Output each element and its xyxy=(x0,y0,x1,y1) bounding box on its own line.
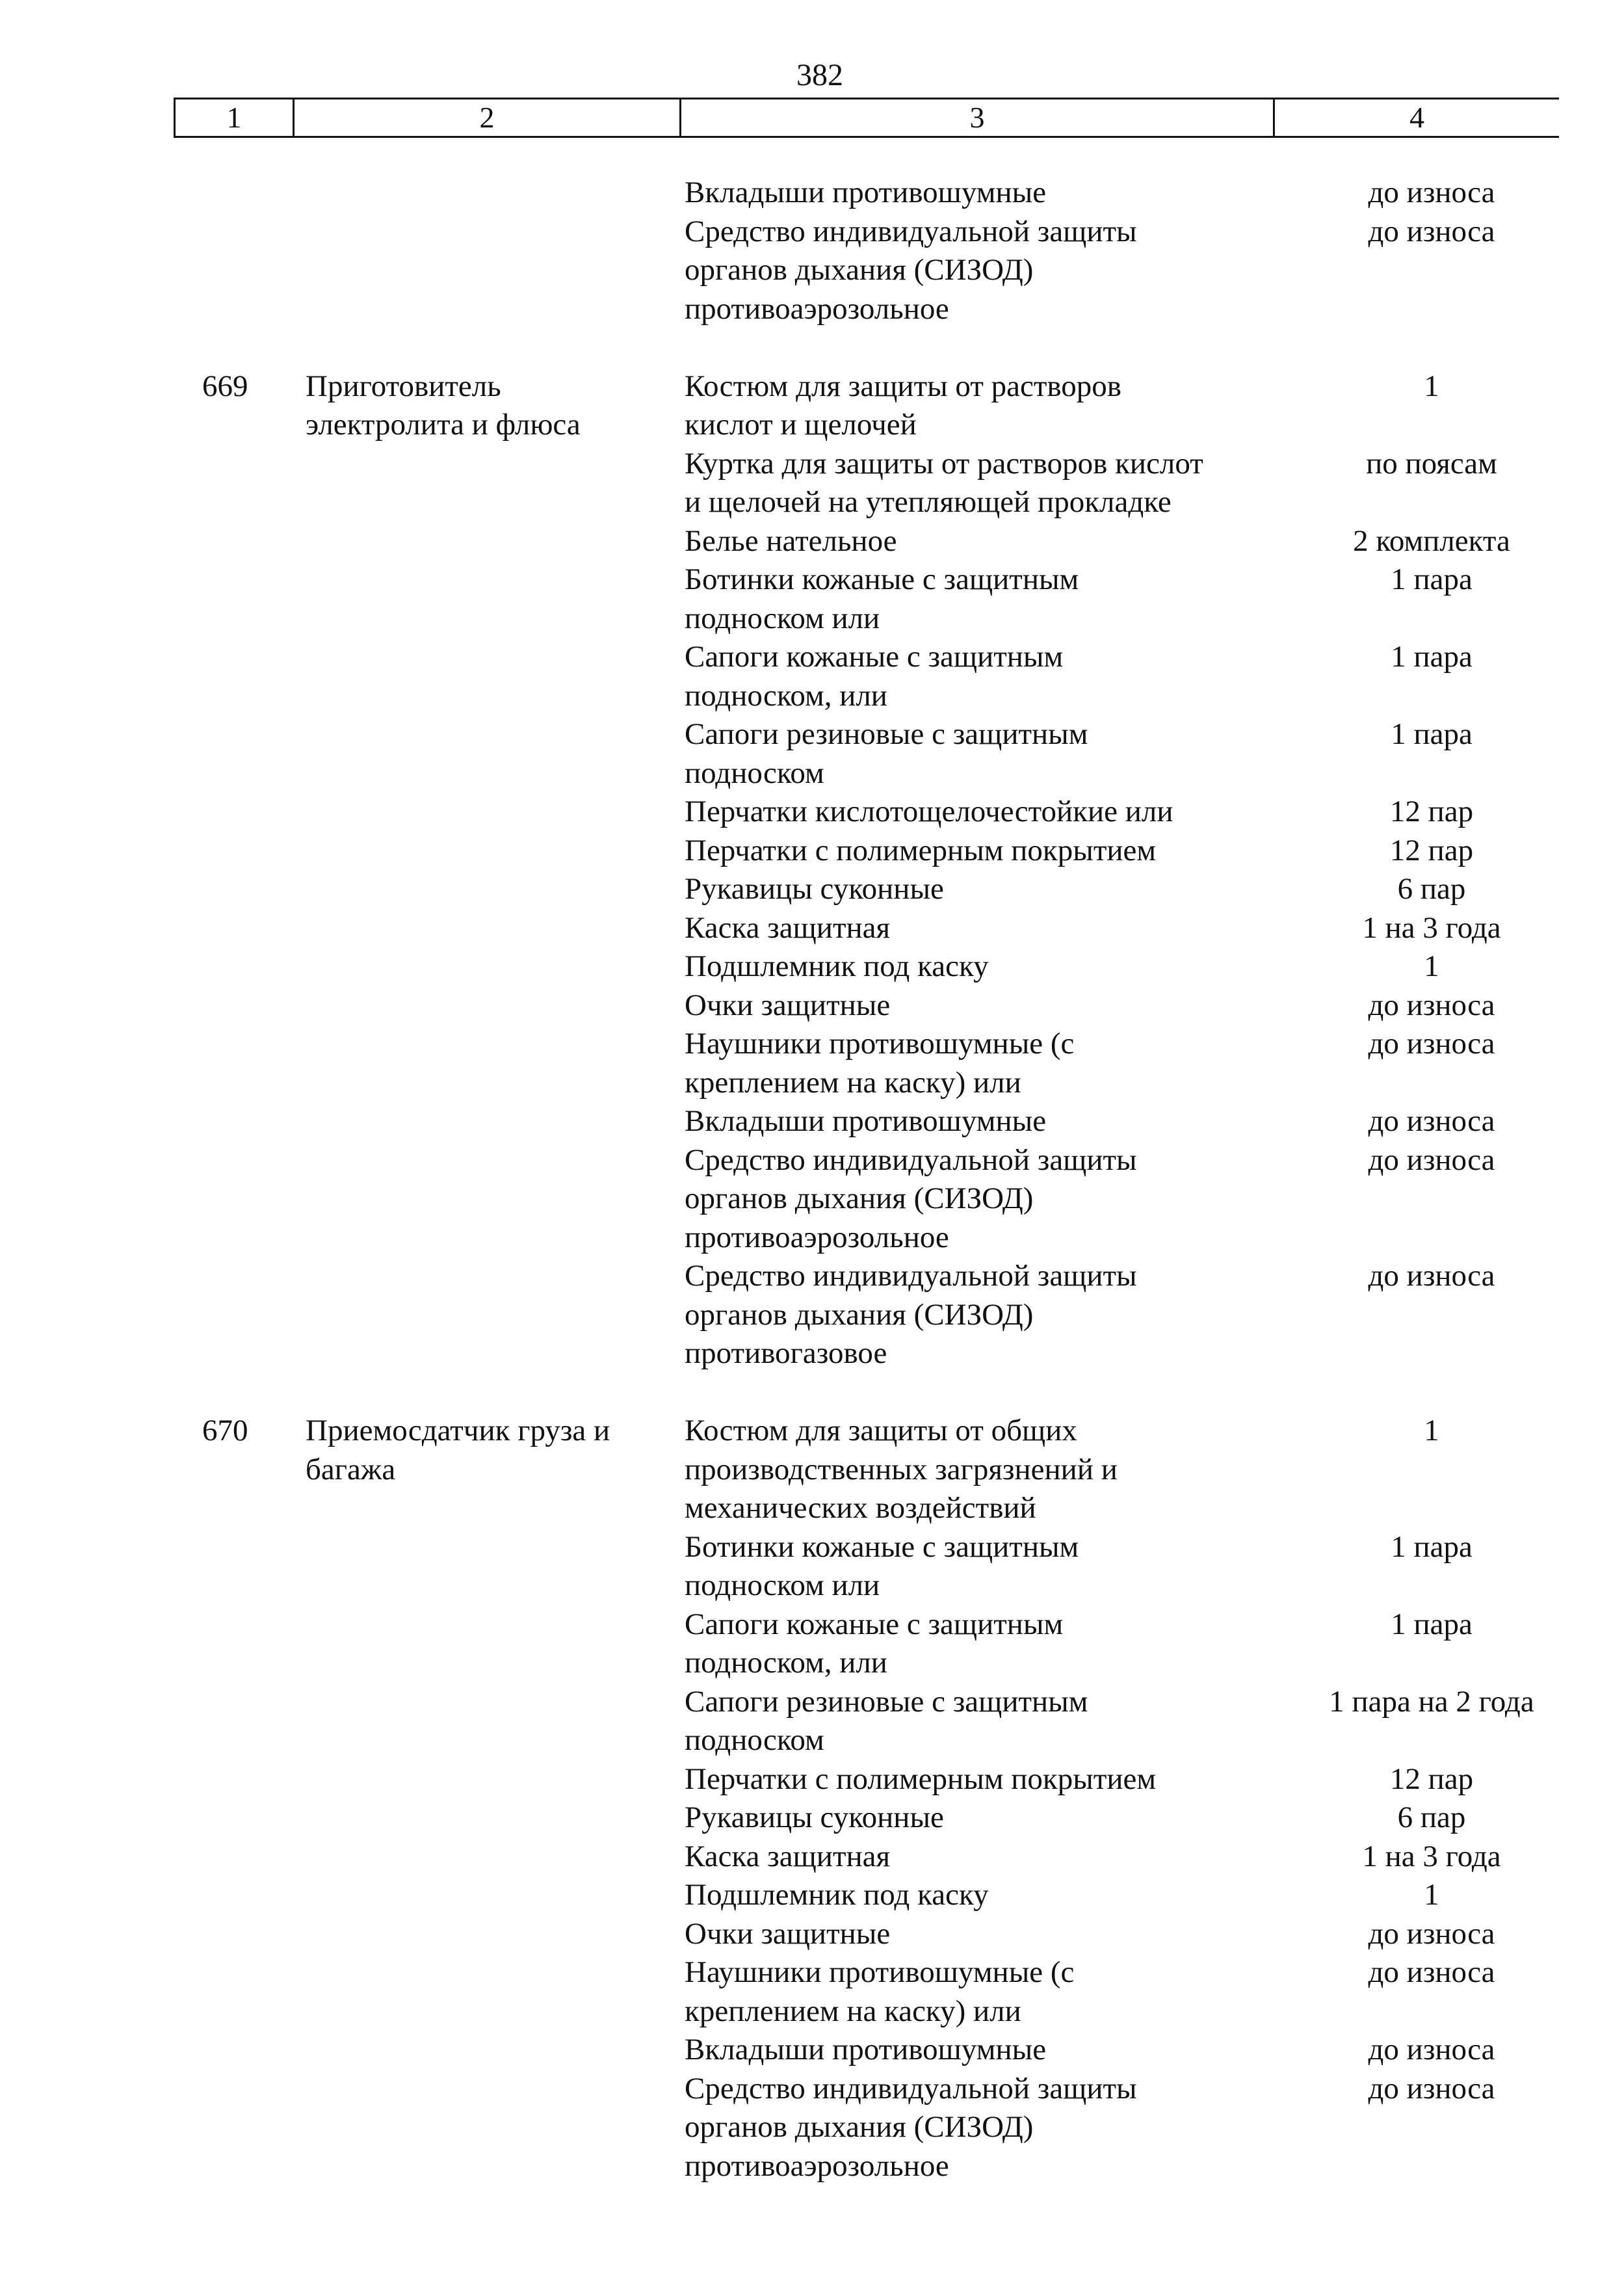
ppe-norm: до износа xyxy=(1368,1027,1495,1061)
profession-name-line: электролита и флюса xyxy=(306,408,581,442)
profession-number xyxy=(174,638,293,715)
table-row xyxy=(174,1953,1559,2031)
ppe-norm: 1 пара xyxy=(1391,562,1473,596)
table-row xyxy=(174,715,1559,793)
profession-number xyxy=(174,793,293,832)
profession-number xyxy=(174,445,293,522)
ppe-item-line: подноском, или xyxy=(685,678,887,713)
profession-number xyxy=(174,1760,293,1799)
ppe-item-line: и щелочей на утепляющей прокладке xyxy=(685,485,1172,519)
ppe-item xyxy=(685,174,1305,213)
table-row xyxy=(174,2070,1559,2186)
profession-number xyxy=(174,1876,293,1915)
profession-name xyxy=(293,1953,685,2031)
profession-name xyxy=(293,367,685,445)
ppe-item-line: противоаэрозольное xyxy=(685,2148,949,2183)
profession-name xyxy=(293,1025,685,1102)
table-row xyxy=(174,638,1559,715)
table-row xyxy=(174,1528,1559,1605)
ppe-item xyxy=(685,1915,1305,1954)
table-row xyxy=(174,2031,1559,2070)
profession-name xyxy=(293,213,685,329)
table-row xyxy=(174,1915,1559,1954)
profession-number xyxy=(174,1257,293,1373)
ppe-item-line: Вкладыши противошумные xyxy=(685,1104,1047,1138)
ppe-item xyxy=(685,1412,1305,1528)
ppe-item-line: Перчатки с полимерным покрытием xyxy=(685,1762,1157,1796)
header-col-2: 2 xyxy=(293,99,679,136)
profession-number xyxy=(174,522,293,561)
ppe-item-line: Каска защитная xyxy=(685,1839,891,1873)
profession-number xyxy=(174,715,293,793)
ppe-item-line: противоаэрозольное xyxy=(685,1220,949,1254)
ppe-item xyxy=(685,522,1305,561)
table-row xyxy=(174,367,1559,445)
table-body xyxy=(174,174,1559,2185)
ppe-item xyxy=(685,1605,1305,1683)
profession-name xyxy=(293,1799,685,1838)
profession-number xyxy=(174,1528,293,1605)
ppe-item-line: Средство индивидуальной защиты xyxy=(685,1142,1137,1177)
profession-name xyxy=(293,522,685,561)
table-row xyxy=(174,1141,1559,1258)
ppe-norm: до износа xyxy=(1368,2033,1495,2066)
ppe-item-line: Наушники противошумные (с xyxy=(685,1027,1075,1061)
profession-name-line: Приготовитель xyxy=(306,369,501,403)
ppe-item xyxy=(685,2070,1305,2186)
profession-group xyxy=(174,367,1559,1373)
ppe-item xyxy=(685,909,1305,948)
profession-name xyxy=(293,1141,685,1258)
ppe-item-line: подноском xyxy=(685,756,824,790)
profession-number xyxy=(174,986,293,1025)
ppe-item xyxy=(685,1141,1305,1258)
profession-name xyxy=(293,561,685,638)
ppe-norm: до износа xyxy=(1368,214,1495,248)
ppe-norm: 6 пар xyxy=(1397,872,1466,906)
profession-number xyxy=(174,1025,293,1102)
ppe-item-line: креплением на каску) или xyxy=(685,1994,1021,2028)
ppe-item-line: противогазовое xyxy=(685,1336,887,1370)
ppe-item-line: Подшлемник под каску xyxy=(685,1878,989,1912)
profession-name xyxy=(293,793,685,832)
ppe-norm: 1 пара xyxy=(1391,640,1473,674)
ppe-item xyxy=(685,1025,1305,1102)
header-col-3: 3 xyxy=(679,99,1273,136)
ppe-norm: до износа xyxy=(1368,1142,1495,1177)
profession-name xyxy=(293,1683,685,1760)
ppe-item-line: кислот и щелочей xyxy=(685,408,917,442)
ppe-norm: до износа xyxy=(1368,176,1495,209)
profession-number xyxy=(174,1102,293,1141)
ppe-item-line: Костюм для защиты от растворов xyxy=(685,369,1121,403)
profession-name xyxy=(293,986,685,1025)
ppe-norm: до износа xyxy=(1368,1259,1495,1293)
ppe-item xyxy=(685,986,1305,1025)
profession-number xyxy=(174,832,293,871)
profession-name xyxy=(293,715,685,793)
ppe-item-line: подноском xyxy=(685,1723,824,1757)
ppe-item xyxy=(685,1953,1305,2031)
table-row xyxy=(174,1876,1559,1915)
table-row xyxy=(174,174,1559,213)
ppe-norm: 1 xyxy=(1424,1414,1439,1447)
profession-name xyxy=(293,1102,685,1141)
profession-number xyxy=(174,1799,293,1838)
profession-name xyxy=(293,638,685,715)
table-row xyxy=(174,1412,1559,1528)
profession-number xyxy=(174,909,293,948)
profession-number: 669 xyxy=(202,369,248,403)
profession-number xyxy=(174,870,293,909)
ppe-item-line: подноском, или xyxy=(685,1646,887,1680)
profession-number: 670 xyxy=(202,1414,248,1447)
ppe-item-line: Вкладыши противошумные xyxy=(685,2033,1047,2066)
profession-name xyxy=(293,1760,685,1799)
ppe-item xyxy=(685,367,1305,445)
ppe-item-line: креплением на каску) или xyxy=(685,1065,1021,1100)
profession-number xyxy=(174,1683,293,1760)
profession-name xyxy=(293,870,685,909)
ppe-item-line: Ботинки кожаные с защитным xyxy=(685,562,1079,596)
ppe-norm: 1 пара xyxy=(1391,1607,1473,1641)
profession-name xyxy=(293,909,685,948)
table-row xyxy=(174,1257,1559,1373)
ppe-item-line: Средство индивидуальной защиты xyxy=(685,1259,1137,1293)
ppe-item-line: механических воздействий xyxy=(685,1491,1036,1525)
ppe-item-line: подноском или xyxy=(685,601,880,635)
profession-number xyxy=(174,947,293,986)
profession-group xyxy=(174,1412,1559,2185)
table-row xyxy=(174,561,1559,638)
ppe-item-line: Сапоги кожаные с защитным xyxy=(685,1607,1064,1641)
profession-number xyxy=(174,1838,293,1877)
table-row xyxy=(174,213,1559,329)
ppe-item xyxy=(685,947,1305,986)
table-row xyxy=(174,1605,1559,1683)
header-col-1: 1 xyxy=(174,99,293,136)
table-row xyxy=(174,870,1559,909)
page-number: 382 xyxy=(796,58,843,92)
ppe-item-line: органов дыхания (СИЗОД) xyxy=(685,1297,1034,1332)
ppe-norm: до износа xyxy=(1368,2071,1495,2105)
profession-name xyxy=(293,1838,685,1877)
profession-name xyxy=(293,832,685,871)
ppe-item xyxy=(685,793,1305,832)
ppe-item xyxy=(685,1876,1305,1915)
table-row xyxy=(174,832,1559,871)
ppe-norm: 1 пара xyxy=(1391,717,1473,751)
profession-name xyxy=(293,174,685,213)
profession-name xyxy=(293,1257,685,1373)
ppe-item xyxy=(685,638,1305,715)
ppe-norm: 1 xyxy=(1424,1878,1439,1912)
profession-number xyxy=(174,2070,293,2186)
profession-name xyxy=(293,2070,685,2186)
ppe-norm: 1 на 3 года xyxy=(1362,1839,1501,1873)
ppe-item-line: органов дыхания (СИЗОД) xyxy=(685,1181,1034,1215)
ppe-item-line: Средство индивидуальной защиты xyxy=(685,214,1137,248)
ppe-item xyxy=(685,1528,1305,1605)
ppe-norm: 1 xyxy=(1424,949,1439,983)
ppe-norm: до износа xyxy=(1368,1104,1495,1138)
ppe-item-line: Белье нательное xyxy=(685,523,897,558)
profession-name-line: багажа xyxy=(306,1452,396,1486)
ppe-item-line: Очки защитные xyxy=(685,988,891,1022)
ppe-item-line: Каска защитная xyxy=(685,910,891,945)
ppe-norm: 1 на 3 года xyxy=(1362,910,1501,945)
table-row xyxy=(174,793,1559,832)
table-row xyxy=(174,445,1559,522)
ppe-item-line: Костюм для защиты от общих xyxy=(685,1414,1077,1447)
ppe-item xyxy=(685,1102,1305,1141)
ppe-item-line: органов дыхания (СИЗОД) xyxy=(685,2110,1034,2144)
ppe-item xyxy=(685,1257,1305,1373)
profession-name xyxy=(293,1412,685,1528)
ppe-item-line: Сапоги резиновые с защитным xyxy=(685,717,1088,751)
ppe-norm: до износа xyxy=(1368,1916,1495,1951)
ppe-norm: 1 пара xyxy=(1391,1529,1473,1564)
ppe-item xyxy=(685,832,1305,871)
ppe-norm: 1 xyxy=(1424,369,1439,403)
ppe-norm: 12 пар xyxy=(1389,1762,1474,1796)
ppe-item xyxy=(685,2031,1305,2070)
ppe-item-line: Рукавицы суконные xyxy=(685,872,944,906)
profession-number xyxy=(174,2031,293,2070)
ppe-item-line: Вкладыши противошумные xyxy=(685,176,1047,209)
ppe-norm: 12 пар xyxy=(1389,795,1474,828)
ppe-item xyxy=(685,715,1305,793)
table-row xyxy=(174,947,1559,986)
profession-number xyxy=(174,174,293,213)
ppe-norm: 12 пар xyxy=(1389,833,1474,867)
profession-name xyxy=(293,947,685,986)
ppe-norm: 6 пар xyxy=(1397,1801,1466,1834)
table-row xyxy=(174,1683,1559,1760)
profession-name xyxy=(293,445,685,522)
profession-name xyxy=(293,1876,685,1915)
ppe-item-line: Рукавицы суконные xyxy=(685,1801,944,1834)
ppe-item-line: Перчатки с полимерным покрытием xyxy=(685,833,1157,867)
ppe-item xyxy=(685,213,1305,329)
ppe-item-line: Перчатки кислотощелочестойкие или xyxy=(685,795,1173,828)
table-row xyxy=(174,1102,1559,1141)
profession-name xyxy=(293,1915,685,1954)
header-col-4: 4 xyxy=(1273,99,1559,136)
table-row xyxy=(174,1760,1559,1799)
ppe-item-line: Наушники противошумные (с xyxy=(685,1955,1075,1989)
ppe-item-line: Сапоги резиновые с защитным xyxy=(685,1684,1088,1719)
ppe-item-line: органов дыхания (СИЗОД) xyxy=(685,253,1034,287)
ppe-item-line: Подшлемник под каску xyxy=(685,949,989,983)
profession-number xyxy=(174,561,293,638)
profession-number xyxy=(174,1915,293,1954)
ppe-norm: до износа xyxy=(1368,1955,1495,1989)
ppe-item-line: Ботинки кожаные с защитным xyxy=(685,1529,1079,1564)
ppe-item-line: Очки защитные xyxy=(685,1916,891,1951)
ppe-item xyxy=(685,1799,1305,1838)
ppe-item-line: Средство индивидуальной защиты xyxy=(685,2071,1137,2105)
ppe-item xyxy=(685,870,1305,909)
table-row xyxy=(174,522,1559,561)
ppe-item xyxy=(685,1838,1305,1877)
profession-name-line: Приемосдатчик груза и xyxy=(306,1414,610,1447)
table-row xyxy=(174,1799,1559,1838)
ppe-item xyxy=(685,1760,1305,1799)
table-header xyxy=(174,98,1559,138)
ppe-item xyxy=(685,561,1305,638)
ppe-item xyxy=(685,1683,1305,1760)
ppe-item-line: Куртка для защиты от растворов кислот xyxy=(685,446,1203,481)
table-row xyxy=(174,909,1559,948)
ppe-norm: до износа xyxy=(1368,988,1495,1022)
profession-group xyxy=(174,174,1559,328)
profession-number xyxy=(174,1953,293,2031)
table-row xyxy=(174,986,1559,1025)
profession-number xyxy=(174,1141,293,1258)
profession-name xyxy=(293,1528,685,1605)
ppe-item-line: Сапоги кожаные с защитным xyxy=(685,640,1064,674)
ppe-item-line: противоаэрозольное xyxy=(685,291,949,326)
profession-number xyxy=(174,1605,293,1683)
profession-name xyxy=(293,1605,685,1683)
ppe-norm: по поясам xyxy=(1366,446,1497,481)
ppe-norm: 2 комплекта xyxy=(1353,523,1510,558)
ppe-item-line: подноском или xyxy=(685,1568,880,1602)
profession-number xyxy=(174,213,293,329)
profession-name xyxy=(293,2031,685,2070)
ppe-norm: 1 пара на 2 года xyxy=(1329,1684,1534,1719)
table-row xyxy=(174,1838,1559,1877)
ppe-item-line: производственных загрязнений и xyxy=(685,1452,1118,1486)
table-row xyxy=(174,1025,1559,1102)
ppe-item xyxy=(685,445,1305,522)
